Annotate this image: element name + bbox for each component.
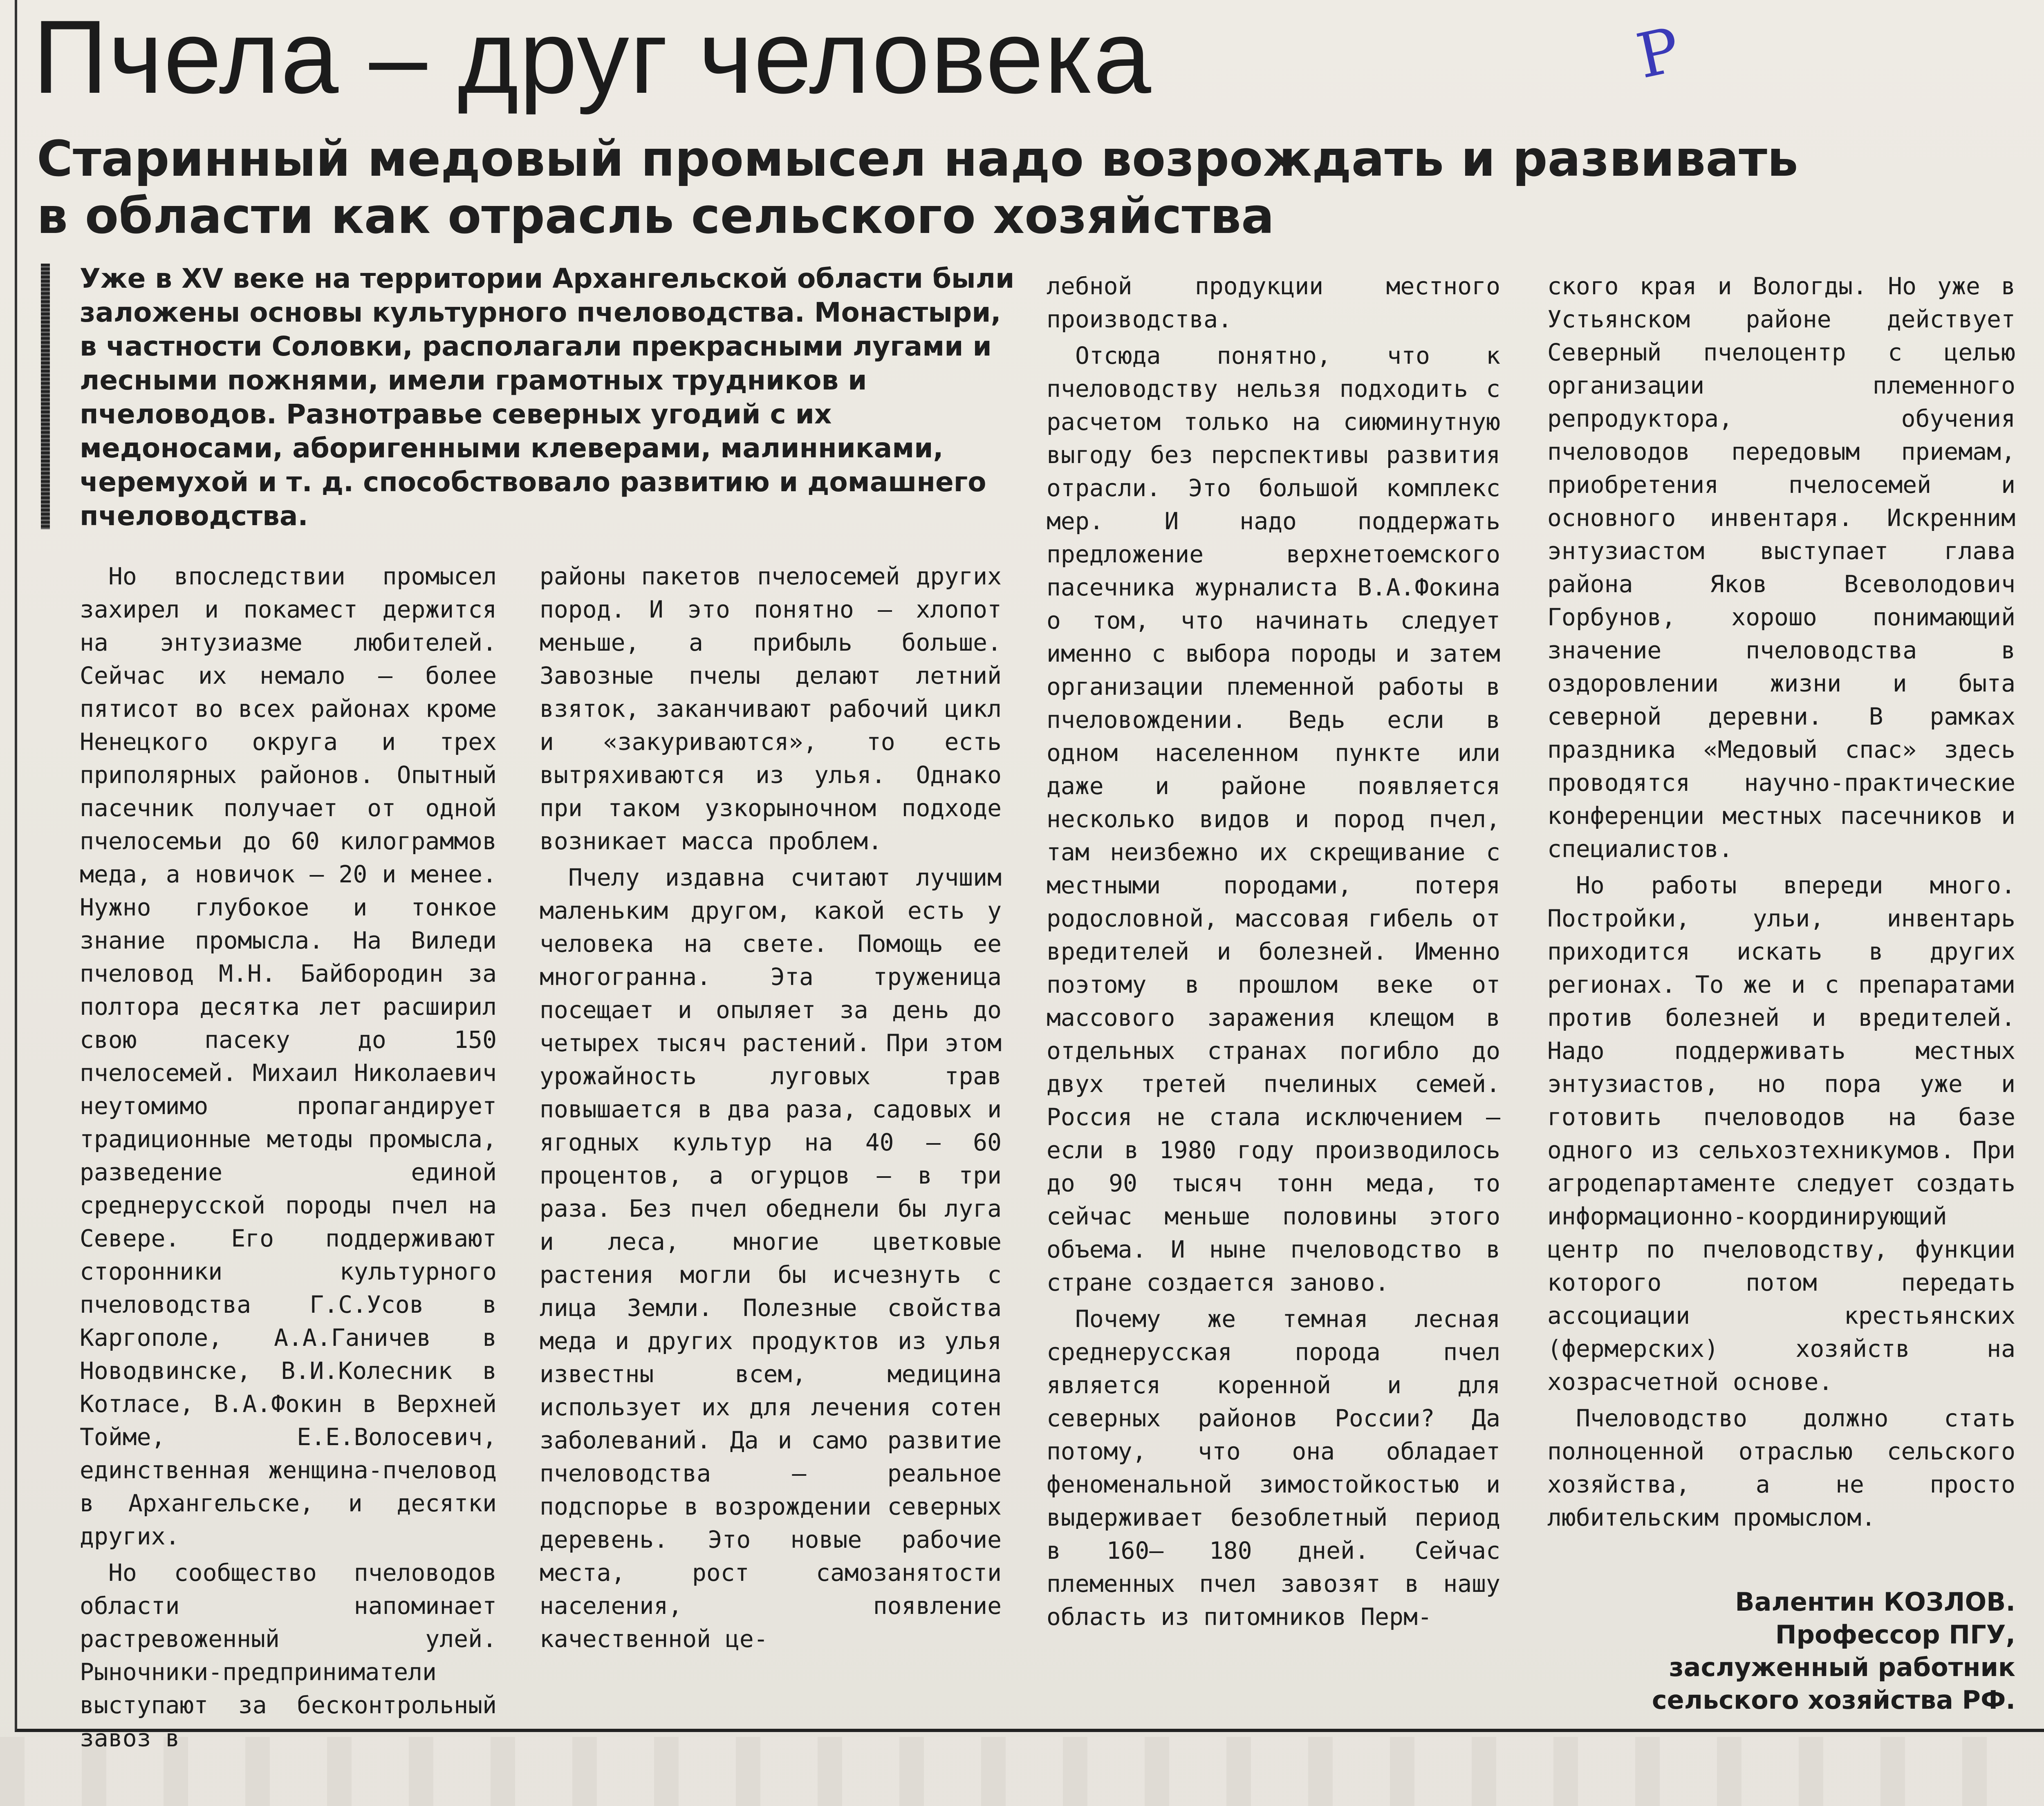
paragraph: Отсюда понятно, что к пчеловодству нельзя подходить с расчетом только на сиюминутную выгоду без перспективы развития отрасли. Это большой комплекс мер. И надо поддержать предложение верхнетоемского пасечника журналиста В.А.Фокина о том, что начинать следует именно с выбора породы и затем организации племенной работы в пчеловождении. Ведь если в одном населенном пункте или даже и районе появляется несколько видов и пород пчел, там неизбежно их скрещивание с местными породами, потеря родословной, массовая гибель от вредителей и болезней. Именно поэтому в прошлом веке от массового заражения клещом в отдельных странах погибло до двух третей пчелиных семей. Россия не стала исключением – если в 1980 году производилось до 90 тысяч тонн меда, то сейчас меньше половины этого объема. И ныне пчеловодство в стране создается заново.	[1047, 342, 1500, 1296]
paragraph: Пчелу издавна считают лучшим маленьким другом, какой есть у человека на свете. Помощь ее многогранна. Эта труженица посещает и опыляет за день до четырех тысяч растений. При этом урожайность луговых трав повышается в два раза, садовых и ягодных культур на 40 – 60 процентов, а огурцов – в три раза. Без пчел обеднели бы луга и леса, многие цветковые растения могли бы исчезнуть с лица Земли. Полезные свойства меда и других продуктов из улья известны всем, медицина использует их для лечения сотен заболеваний. Да и само развитие пчеловодства – реальное подспорье в возрождении северных деревень. Это новые рабочие места, рост самозанятости населения, появление качественной це-	[540, 864, 1002, 1653]
paragraph: Но впоследствии промысел захирел и покамест держится на энтузиазме любителей. Сейчас их немало – более пятисот во всех районах кроме Ненецкого округа и трех приполярных районов. Опытный пасечник получает от одной пчелосемьи до 60 килограммов меда, а новичок – 20 и менее. Нужно глубокое и тонкое знание промысла. На Виледи пчеловод М.Н. Байбородин за полтора десятка лет расширил свою пасеку до 150 пчелосемей. Михаил Николаевич неутомимо пропагандирует традиционные методы промысла, разведение единой среднерусской породы пчел на Севере. Его поддерживают сторонники культурного пчеловодства Г.С.Усов в Каргополе, А.А.Ганичев в Новодвинске, В.И.Колесник в Котласе, В.А.Фокин в Верхней Тойме, Е.Е.Волосевич, единственная женщина-пчеловод в Архангельске, и десятки других.	[80, 562, 497, 1550]
author-title-2: заслуженный работник	[1669, 1652, 2015, 1682]
subheadline-line-2: в области как отрасль сельского хозяйства	[37, 188, 1275, 245]
paragraph: Но работы впереди много. Постройки, ульи, инвентарь приходится искать в других регионах. То же и с препаратами против болезней и вредителей. Надо поддерживать местных энтузиастов, но пора уже и готовить пчеловодов на базе одного из сельхозтехникумов. При агродепартаменте следует создать информационно-координирующий центр по пчеловодству, функции которого потом передать ассоциации крестьянских (фермерских) хозяйств на хозрасчетной основе.	[1547, 871, 2015, 1396]
handwritten-proof-mark: Р	[1631, 14, 1686, 93]
paragraph: лебной продукции местного производства.	[1047, 272, 1500, 333]
author-title-3: сельского хозяйства РФ.	[1652, 1685, 2015, 1715]
author-name: Валентин КОЗЛОВ.	[1735, 1587, 2015, 1617]
article-column-4	[1547, 270, 2015, 1534]
paragraph: ского края и Вологды. Но уже в Устьянском районе действует Северный пчелоцентр с целью организации племенного репродуктора, обучения пчеловодов передовым приемам, приобретения пчелосемей и основного инвентаря. Искренним энтузиастом выступает глава района Яков Всеволодович Горбунов, хорошо понимающий значение пчеловодства в оздоровлении жизни и быта северной деревни. В рамках праздника «Медовый спас» здесь проводятся научно-практические конференции местных пасечников и специалистов.	[1547, 272, 2015, 863]
article-headline: Пчела – друг человека	[33, 0, 1152, 115]
author-title-1: Профессор ПГУ,	[1775, 1620, 2015, 1649]
author-signature	[1553, 1586, 2015, 1716]
article-column-1	[80, 560, 497, 1755]
subheadline-line-1: Старинный медовый промысел надо возрождать и развивать	[37, 131, 1798, 188]
article-lead: Уже в XV веке на территории Архангельской области были заложены основы культурного пчеловодства. Монастыри, в частности Соловки, располагали прекрасными лугами и лесными пожнями, имели грамотных трудников и пчеловодов. Разнотравье северных угодий с их медоносами, аборигенными клеверами, малинниками, черемухой и т. д. способствовало развитию и домашнего пчеловодства.	[80, 263, 1015, 532]
article-column-2	[540, 560, 1002, 1656]
paragraph: районы пакетов пчелосемей других пород. И это понятно – хлопот меньше, а прибыль больше. Завозные пчелы делают летний взяток, заканчивают рабочий цикл и «закуриваются», то есть вытряхиваются из улья. Однако при таком узкорыночном подходе возникает масса проблем.	[540, 562, 1002, 855]
lead-accent-bar	[41, 264, 50, 529]
paragraph: Пчеловодство должно стать полноценной отраслью сельского хозяйства, а не просто любительским промыслом.	[1547, 1404, 2015, 1531]
article-subheadline	[37, 131, 2040, 245]
paragraph: Почему же темная лесная среднерусская порода пчел является коренной и для северных районов России? Да потому, что она обладает феноменальной зимостойкостью и выдерживает безоблетный период в 160– 180 дней. Сейчас племенных пчел завозят в нашу область из питомников Перм-	[1047, 1305, 1500, 1631]
article-column-3	[1047, 270, 1500, 1634]
paragraph: Но сообщество пчеловодов области напоминает растревоженный улей. Рыночники-предприниматели выступают за бесконтрольный завоз в	[80, 1559, 497, 1752]
